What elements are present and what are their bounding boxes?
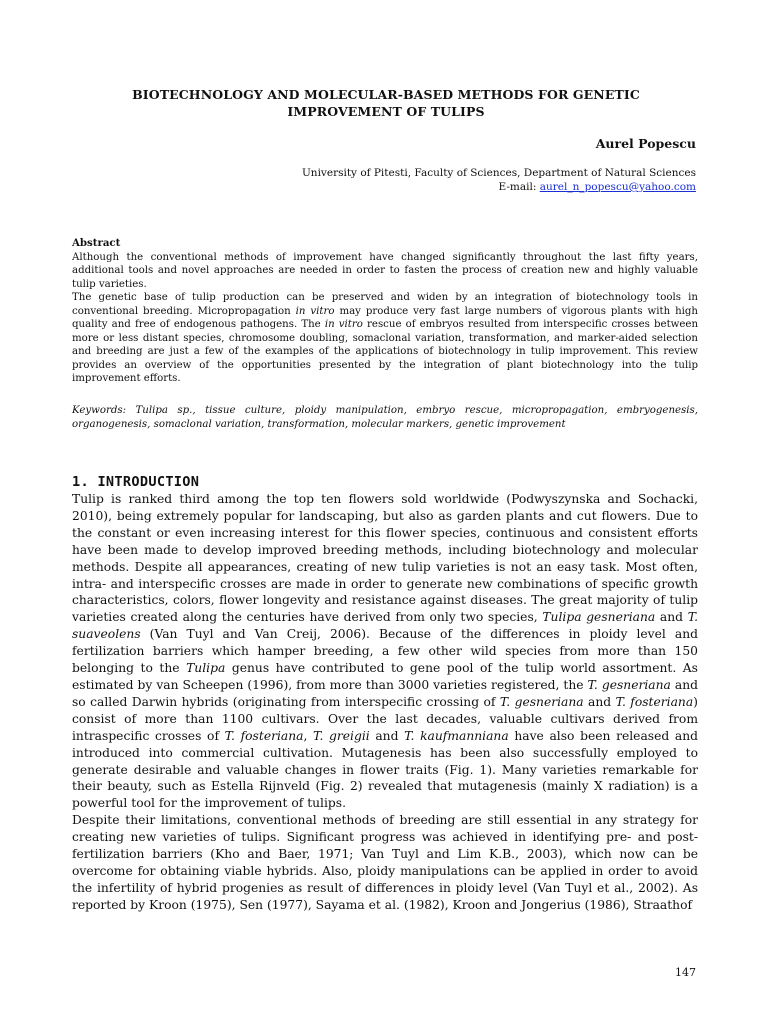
- abstract-paragraph-2: [72, 291, 698, 386]
- section-heading-introduction: 1. INTRODUCTION: [72, 474, 200, 490]
- email-label: E-mail:: [498, 181, 540, 193]
- body-text: genus have contributed to gene pool of the tulip world assortment. As estimated by van Scheepen (1996), from more than 3000 varieties registered, the: [72, 661, 698, 692]
- email-line: [216, 180, 696, 194]
- abstract-section: [72, 237, 698, 386]
- abstract-paragraph-1: Although the conventional methods of improvement have changed significantly throughout the last fifty years, additional tools and novel approaches are needed in order to fasten the process of creation new and highly valuable tulip varieties.: [72, 251, 698, 290]
- body-text: and so called Darwin hybrids (originating from interspecific crossing of: [72, 677, 698, 709]
- abstract-text: may produce very fast large numbers of vigorous plants with high quality and free of endogenous pathogens. The: [72, 305, 698, 330]
- species-name: T. gesneriana: [587, 677, 671, 692]
- species-name: T. fosteriana: [615, 694, 694, 709]
- species-name: T. kaufmanniana: [404, 728, 509, 743]
- abstract-italic: in vitro: [324, 319, 363, 330]
- intro-paragraph-2: Despite their limitations, conventional methods of breeding are still essential in any strategy for creating new varieties of tulips. Significant progress was achieved in identifying pre- and post-fertilization barriers (Kho and Baer, 1971; Van Tuyl and Lim K.B., 2003), which now can be overcome for obtaining viable hybrids. Also, ploidy manipulations can be applied in order to avoid the infertility of hybrid progenies as result of differences in ploidy level (Van Tuyl et al., 2002). As reported by Kroon (1975), Sen (1977), Sayama et al. (1982), Kroon and Jongerius (1986), Straathof: [72, 813, 698, 912]
- body-text: have also been released and introduced into commercial cultivation. Mutagenesis has been also successfully employed to generate desirable and valuable changes in flower traits (Fig. 1). Many varieties remarkable for their beauty, such as Estella Rijnveld (Fig. 2) revealed that mutagenesis (mainly X radiation) is a powerful tool for the improvement of tulips.: [72, 728, 698, 811]
- paper-title: BIOTECHNOLOGY AND MOLECULAR-BASED METHODS FOR GENETIC IMPROVEMENT OF TULIPS: [132, 87, 640, 119]
- author-name: Aurel Popescu: [595, 136, 696, 151]
- body-text: ,: [303, 728, 314, 743]
- body-text: and: [655, 610, 688, 625]
- abstract-text: rescue of embryos resulted from interspecific crosses between more or less distant species, chromosome doubling, somaclonal variation, transformation, and marker-aided selection and breeding are just a few of the examples of the applications of biotechnology in tulip improvement. This review provides an overview of the opportunities presented by the integration of plant biotechnology into the tulip improvement efforts.: [72, 319, 699, 384]
- keywords-text: Tulipa sp., tissue culture, ploidy manipulation, embryo rescue, micropropagation, embryogenesis, organogenesis, somaclonal variation, transformation, molecular markers, genetic improvement: [72, 405, 698, 430]
- body-text: (Van Tuyl and Van Creij, 2006). Because of the differences in ploidy level and fertilization barriers which hamper breeding, a few other wild species from more than 150 belonging to the: [72, 627, 698, 676]
- species-name: T. suaveolens: [72, 610, 698, 642]
- affiliation-block: [216, 166, 696, 194]
- species-name: T. greigii: [313, 728, 370, 743]
- body-text: and: [369, 728, 405, 743]
- genus-name: Tulipa: [186, 661, 226, 676]
- keywords-section: [72, 404, 698, 432]
- abstract-italic: in vitro: [295, 305, 335, 317]
- body-text: and: [583, 694, 616, 709]
- keywords-label: Keywords:: [72, 405, 127, 416]
- email-link[interactable]: aurel_n_popescu@yahoo.com: [539, 181, 696, 193]
- affiliation: University of Pitesti, Faculty of Sciences, Department of Natural Sciences: [301, 167, 696, 179]
- body-text: ) consist of more than 1100 cultivars. Over the last decades, valuable cultivars derived from intraspecific crosses of: [72, 694, 698, 743]
- page-number: 147: [675, 966, 696, 979]
- species-name: Tulipa gesneriana: [542, 610, 656, 625]
- species-name: T. fosteriana: [224, 728, 304, 743]
- body-text: Tulip is ranked third among the top ten flowers sold worldwide (Podwyszynska and Sochacki, 2010), being extremely popular for landscaping, but also as garden plants and cut flowers. Due to the constant or even increasing interest for this flower species, continuous and consistent efforts have been made to develop improved breeding methods, including biotechnology and molecular methods. Despite all appearances, creating of new tulip varieties is not an easy task. Most often, intra- and interspecific crosses are made in order to generate new combinations of specific growth characteristics, colors, flower longevity and resistance against diseases. The great majority of tulip varieties created along the centuries have derived from only two species,: [72, 492, 698, 625]
- abstract-text: The genetic base of tulip production can be preserved and widen by an integration of biotechnology tools in conventional breeding. Micropropagation: [72, 292, 698, 317]
- intro-paragraph-1: [72, 491, 698, 812]
- abstract-heading: Abstract: [72, 237, 121, 249]
- species-name: T. gesneriana: [499, 694, 584, 709]
- introduction-body: [72, 491, 698, 914]
